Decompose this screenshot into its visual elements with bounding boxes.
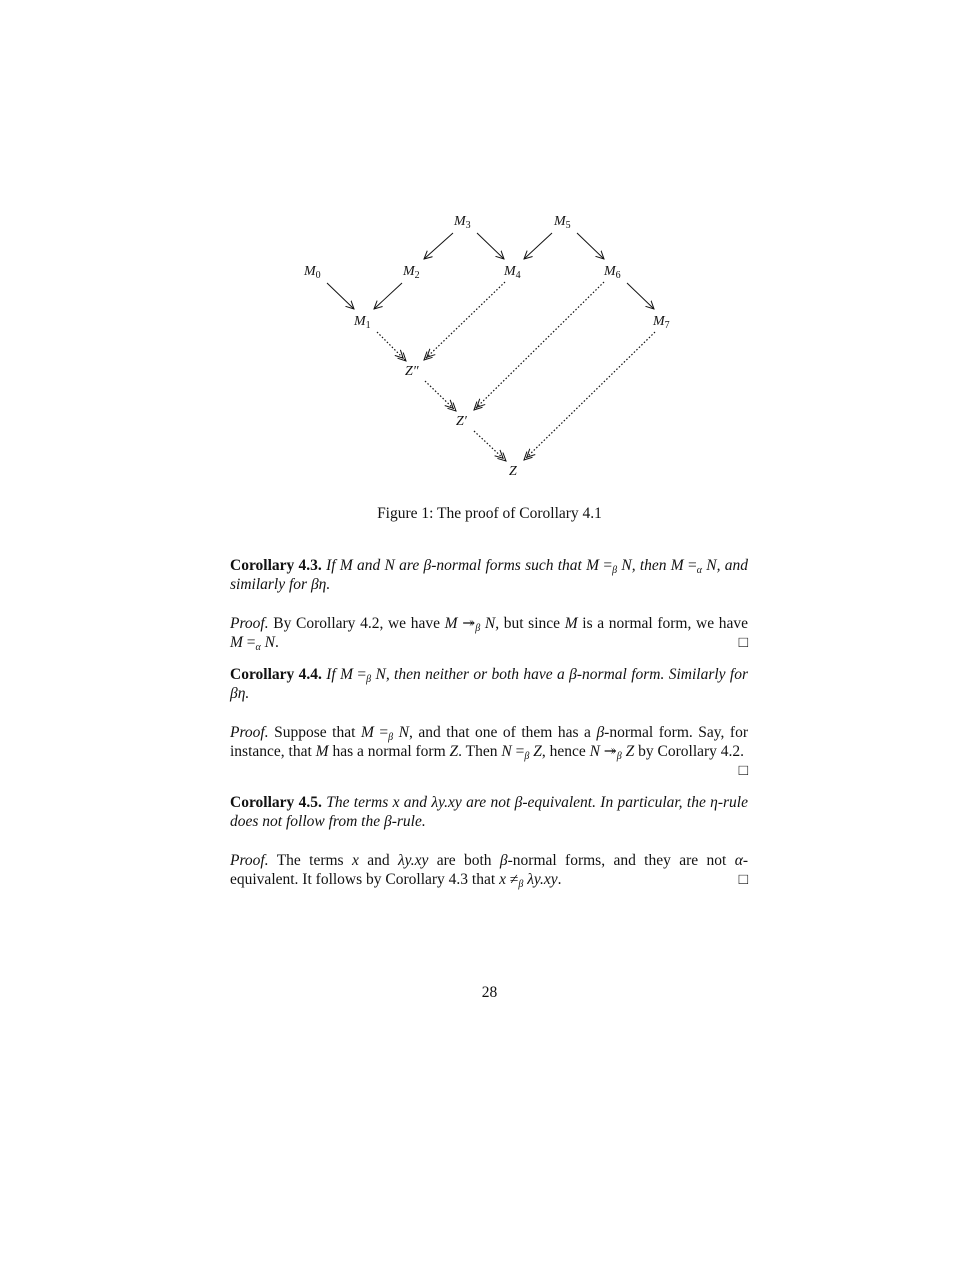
corollary-4-4: Corollary 4.4. If $M =_\beta$ N, then neither or both have a β-normal form. Similarly for βη. <box>230 666 748 702</box>
proof-4-5: Proof. The terms x and λy.xy are both β-normal forms, and they are not α-equivalent. It follows by Corollary 4.3 that $x \ne_\beta$ λy.xy. □ <box>230 852 748 890</box>
node-m6: $M_6$ <box>604 264 621 281</box>
node-m2: $M_2$ <box>403 264 420 281</box>
dotted-arrows <box>377 282 655 461</box>
node-z: Z <box>509 464 517 479</box>
node-z-double-prime: Z″ <box>405 364 419 379</box>
node-m5: $M_5$ <box>554 214 571 231</box>
proof-4-3: Proof. By Corollary 4.2, we have M $↠_\beta$ N, but since M is a normal form, we have $M =_\alpha$ N. □ <box>230 615 749 653</box>
node-m7: $M_7$ <box>653 314 670 331</box>
node-m1: $M_1$ <box>354 314 371 331</box>
figure-caption: Figure 1: The proof of Corollary 4.1 <box>377 505 602 522</box>
arrow-m5-m6 <box>577 233 604 259</box>
arrow-m4-zpp <box>424 282 505 360</box>
node-m0: $M_0$ <box>304 264 321 281</box>
proof-4-4: Proof. Suppose that $M =_\beta$ N, and that one of them has a β-normal form. Say, for instance, that M has a normal form Z. Then $N =_\beta$ Z, hence N $↠_\beta$ Z by Corollary 4.2. □ <box>230 724 748 779</box>
arrow-m6-zp <box>474 282 604 410</box>
proof-diagram <box>0 0 979 500</box>
corollary-4-5: Corollary 4.5. The terms x and λy.xy are not β-equivalent. In particular, the η-rule does not follow from the β-rule. <box>230 794 748 830</box>
arrow-m3-m2 <box>424 233 453 259</box>
arrow-m2-m1 <box>374 283 402 309</box>
node-m3: $M_3$ <box>454 214 471 231</box>
arrow-m6-m7 <box>627 283 654 309</box>
arrow-m0-m1 <box>327 283 354 309</box>
arrow-zp-z <box>474 431 506 461</box>
qed-symbol: □ <box>738 762 748 779</box>
qed-symbol: □ <box>738 634 748 651</box>
qed-symbol: □ <box>738 871 748 888</box>
arrow-m7-z <box>524 332 655 460</box>
corollary-4-3: Corollary 4.3. If M and N are β-normal forms such that $M =_\beta$ N, then $M =_\alpha$ N, and similarly for βη. <box>230 557 749 593</box>
arrow-m1-zpp <box>377 332 406 361</box>
node-z-prime: Z′ <box>456 414 467 429</box>
arrow-m5-m4 <box>524 233 552 259</box>
page-number: 28 <box>481 984 498 1001</box>
node-m4: $M_4$ <box>504 264 521 281</box>
arrow-m3-m4 <box>477 233 504 259</box>
arrow-zpp-zp <box>425 381 456 411</box>
